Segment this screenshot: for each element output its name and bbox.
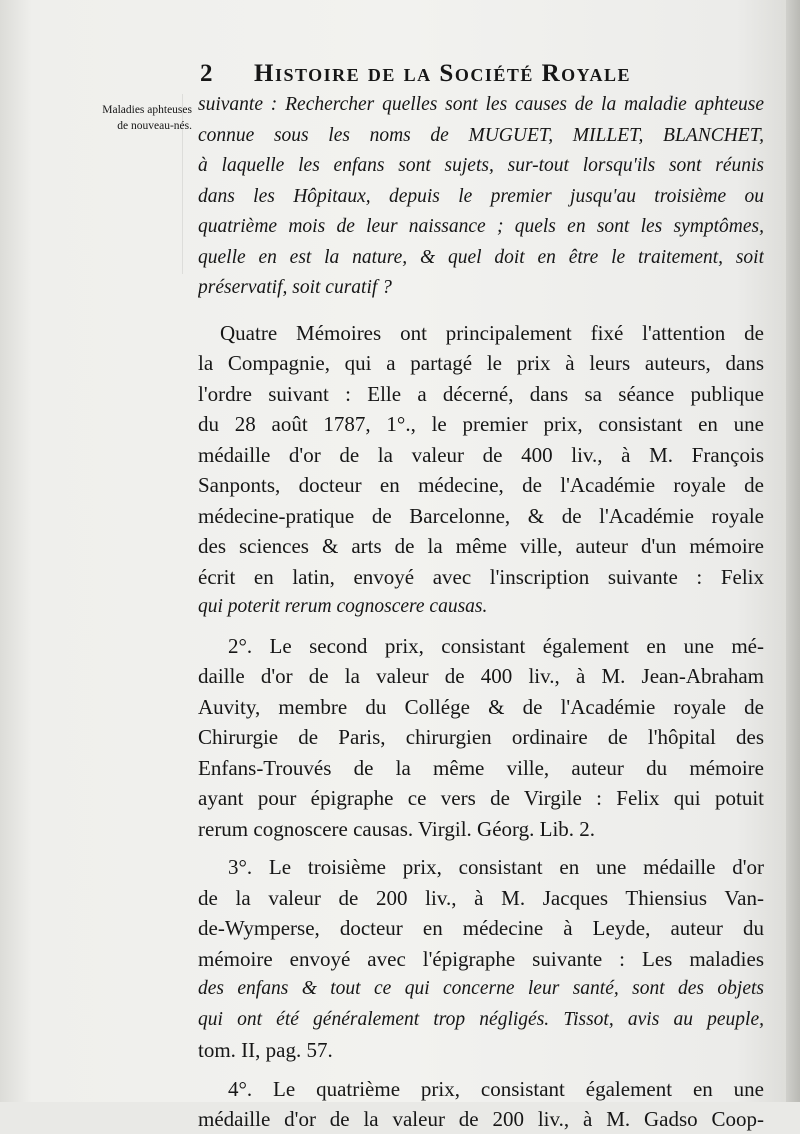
- marginal-note: [60, 102, 192, 134]
- text-line: médaille d'or de la valeur de 200 liv., à M. Gadso Coop-: [198, 1107, 764, 1131]
- text-line: des sciences & arts de la même ville, auteur d'un mémoire: [198, 534, 764, 558]
- text-line: Enfans-Trouvés de la même ville, auteur du mémoire: [198, 755, 764, 780]
- text-line: ayant pour épigraphe ce vers de Virgile : Felix qui potuit: [198, 786, 764, 810]
- text-line: du 28 août 1787, 1°., le premier prix, consistant en une: [198, 412, 764, 436]
- page-number: 2: [200, 60, 213, 87]
- text-line: dans les Hôpitaux, depuis le premier jusqu'au troisième ou: [198, 185, 764, 207]
- text-line: Chirurgie de Paris, chirurgien ordinaire de l'hôpital des: [198, 725, 764, 749]
- text-line: connue sous les noms de MUGUET, MILLET, BLANCHET,: [198, 124, 764, 146]
- text-line: Sanponts, docteur en médecine, de l'Académie royale de: [198, 473, 764, 497]
- text-line: écrit en latin, envoyé avec l'inscription suivante : Felix: [198, 564, 764, 589]
- text-line: Quatre Mémoires ont principalement fixé l'attention de: [220, 320, 764, 345]
- text-line: à laquelle les enfans sont sujets, sur-tout lorsqu'ils sont réunis: [198, 155, 764, 176]
- text-line: daille d'or de la valeur de 400 liv., à M. Jean-Abraham: [198, 664, 764, 688]
- page-gutter-shadow: [786, 0, 800, 1102]
- running-header: [196, 60, 766, 94]
- text-line: tom. II, pag. 57.: [198, 1038, 333, 1062]
- text-line: quelle en est la nature, & quel doit en être le traitement, soit: [198, 246, 764, 268]
- text-line: qui ont été généralement trop négligés. Tissot, avis au peuple,: [198, 1008, 764, 1030]
- text-line: suivante : Rechercher quelles sont les causes de la maladie aphteuse: [198, 94, 764, 115]
- text-line: Auvity, membre du Collége & de l'Académie royale de: [198, 694, 764, 719]
- text-line: rerum cognoscere causas. Virgil. Géorg. Lib. 2.: [198, 816, 596, 841]
- text-line: des enfans & tout ce qui concerne leur santé, sont des objets: [198, 978, 764, 999]
- marginal-note-line: Maladies aphteuses: [102, 104, 192, 116]
- text-line: mémoire envoyé avec l'épigraphe suivante : Les maladies: [198, 946, 764, 971]
- text-line: la Compagnie, qui a partagé le prix à leurs auteurs, dans: [198, 351, 764, 375]
- text-line: médaille d'or de la valeur de 400 liv., à M. François: [198, 442, 764, 467]
- text-line: préservatif, soit curatif ?: [198, 277, 392, 298]
- text-line: de la valeur de 200 liv., à M. Jacques Thiensius Van-: [198, 885, 764, 910]
- marginal-note-line: de nouveau-nés.: [117, 120, 192, 132]
- text-line: de-Wymperse, docteur en médecine à Leyde, auteur du: [198, 916, 764, 940]
- text-line: quatrième mois de leur naissance ; quels en sont les symptômes,: [198, 216, 764, 237]
- text-line: 2°. Le second prix, consistant également en une mé-: [228, 633, 764, 658]
- text-line: l'ordre suivant : Elle a décerné, dans sa séance publique: [198, 381, 764, 406]
- text-line: 4°. Le quatrième prix, consistant également en une: [228, 1076, 764, 1101]
- text-line: médecine-pratique de Barcelonne, & de l'Académie royale: [198, 503, 764, 528]
- running-title: Histoire de la Société Royale: [254, 60, 632, 87]
- text-line: qui poterit rerum cognoscere causas.: [198, 596, 488, 617]
- text-line: 3°. Le troisième prix, consistant en une médaille d'or: [228, 855, 764, 879]
